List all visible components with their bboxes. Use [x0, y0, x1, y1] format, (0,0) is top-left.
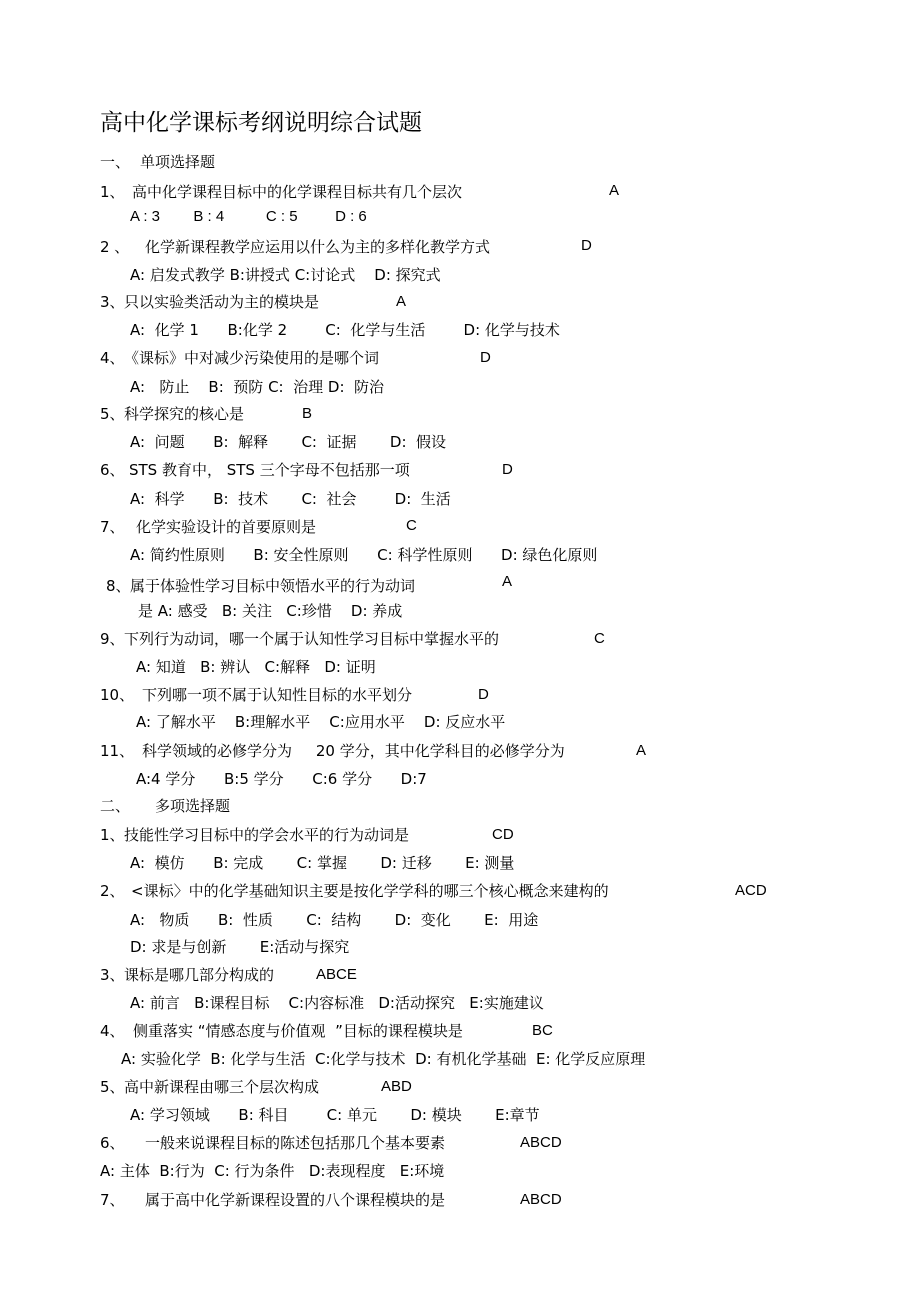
- question-answer: A: [502, 573, 513, 590]
- question-answer: ABCD: [520, 1191, 562, 1208]
- question-options: A: 问题 B: 解释 C: 证据 D: 假设: [130, 433, 447, 451]
- section-number: 一、: [100, 153, 131, 171]
- question-options: A: 简约性原则 B: 安全性原则 C: 科学性原则 D: 绿色化原则: [130, 546, 598, 564]
- question-number: 6、: [100, 1134, 125, 1152]
- section-heading: 多项选择题: [155, 797, 231, 815]
- question-number: 6、: [100, 461, 125, 479]
- question-number: 7、: [100, 518, 125, 536]
- question-answer: D: [502, 461, 513, 478]
- question-answer: ABCE: [316, 966, 357, 983]
- question-answer: A: [609, 182, 620, 199]
- question-text: 侧重落实 “情感态度与价值观 ”目标的课程模块是: [133, 1022, 463, 1040]
- question-text: 科学领域的必修学分为 20 学分，其中化学科目的必修学分为: [142, 742, 565, 760]
- question-text: 下列行为动词，哪一个属于认知性学习目标中掌握水平的: [124, 630, 500, 648]
- question-text: 课标是哪几部分构成的: [124, 966, 275, 984]
- question-options: A: 前言 B:课程目标 C:内容标准 D:活动探究 E:实施建议: [130, 994, 544, 1012]
- question-text: 属于高中化学新课程设置的八个课程模块的是: [145, 1191, 446, 1209]
- question-answer: A: [636, 742, 647, 759]
- question-options: A: 物质 B: 性质 C: 结构 D: 变化 E: 用途: [130, 911, 539, 929]
- question-number: 11、: [100, 742, 135, 760]
- question-number: 9、: [100, 630, 125, 648]
- question-options: A: 模仿 B: 完成 C: 掌握 D: 迁移 E: 测量: [130, 854, 515, 872]
- question-options: A: 知道 B: 辨认 C:解释 D: 证明: [136, 658, 376, 676]
- question-answer: C: [594, 630, 605, 647]
- question-options: A: 防止 B: 预防 C: 治理 D: 防治: [130, 378, 385, 396]
- question-number: 3、: [100, 966, 125, 984]
- question-number: 7、: [100, 1191, 125, 1209]
- question-text: 技能性学习目标中的学会水平的行为动词是: [124, 826, 410, 844]
- question-text: <课标〉中的化学基础知识主要是按化学学科的哪三个核心概念来建构的: [131, 882, 609, 900]
- question-answer: D: [581, 237, 592, 254]
- question-options: A: 实验化学 B: 化学与生活 C:化学与技术 D: 有机化学基础 E: 化学反应原理: [121, 1050, 646, 1068]
- question-options: A: 启发式教学 B:讲授式 C:讨论式 D: 探究式: [130, 266, 441, 284]
- question-answer: ABD: [381, 1078, 412, 1095]
- question-options: A: 了解水平 B:理解水平 C:应用水平 D: 反应水平: [136, 713, 506, 731]
- question-text: 科学探究的核心是: [124, 405, 245, 423]
- question-options: A: 主体 B:行为 C: 行为条件 D:表现程度 E:环境: [100, 1162, 445, 1180]
- question-options: A: 学习领域 B: 科目 C: 单元 D: 模块 E:章节: [130, 1106, 540, 1124]
- question-number: 2、: [100, 882, 125, 900]
- question-options: A: 化学 1 B:化学 2 C: 化学与生活 D: 化学与技术: [130, 321, 560, 339]
- question-text: 下列哪一项不属于认知性目标的水平划分: [142, 686, 413, 704]
- question-number: 1、: [100, 826, 125, 844]
- question-answer: B: [302, 405, 313, 422]
- question-options: A : 3 B : 4 C : 5 D : 6: [130, 208, 367, 225]
- question-options: A:4 学分 B:5 学分 C:6 学分 D:7: [136, 770, 427, 788]
- question-number: 5、: [100, 405, 125, 423]
- section-number: 二、: [100, 797, 131, 815]
- question-answer: CD: [492, 826, 514, 843]
- question-answer: ABCD: [520, 1134, 562, 1151]
- question-answer: D: [480, 349, 491, 366]
- question-number: 2 、: [100, 238, 130, 256]
- question-text: 一般来说课程目标的陈述包括那几个基本要素: [145, 1134, 446, 1152]
- question-text: 高中新课程由哪三个层次构成: [124, 1078, 320, 1096]
- question-number: 4、: [100, 349, 125, 367]
- question-number: 3、: [100, 293, 125, 311]
- question-text: 化学新课程教学应运用以什么为主的多样化教学方式: [145, 238, 491, 256]
- question-number: 4、: [100, 1022, 125, 1040]
- question-text: STS 教育中， STS 三个字母不包括那一项: [129, 461, 410, 479]
- question-number: 5、: [100, 1078, 125, 1096]
- page-title: 高中化学课标考纲说明综合试题: [100, 110, 422, 136]
- question-options: 是 A: 感受 B: 关注 C:珍惜 D: 养成: [138, 602, 403, 620]
- question-number: 1、: [100, 183, 125, 201]
- question-answer: C: [406, 517, 417, 534]
- question-text: 化学实验设计的首要原则是: [136, 518, 317, 536]
- question-options: A: 科学 B: 技术 C: 社会 D: 生活: [130, 490, 451, 508]
- question-number: 10、: [100, 686, 135, 704]
- section-heading: 单项选择题: [140, 153, 216, 171]
- question-answer: A: [396, 293, 407, 310]
- question-text: 《课标》中对减少污染使用的是哪个词: [124, 349, 380, 367]
- question-number: 8、: [106, 577, 131, 595]
- question-text: 属于体验性学习目标中领悟水平的行为动词: [130, 577, 416, 595]
- question-answer: BC: [532, 1022, 553, 1039]
- question-text: 高中化学课程目标中的化学课程目标共有几个层次: [132, 183, 463, 201]
- question-answer: ACD: [735, 882, 767, 899]
- question-text: 只以实验类活动为主的模块是: [124, 293, 320, 311]
- question-answer: D: [478, 686, 489, 703]
- question-options: D: 求是与创新 E:活动与探究: [130, 938, 350, 956]
